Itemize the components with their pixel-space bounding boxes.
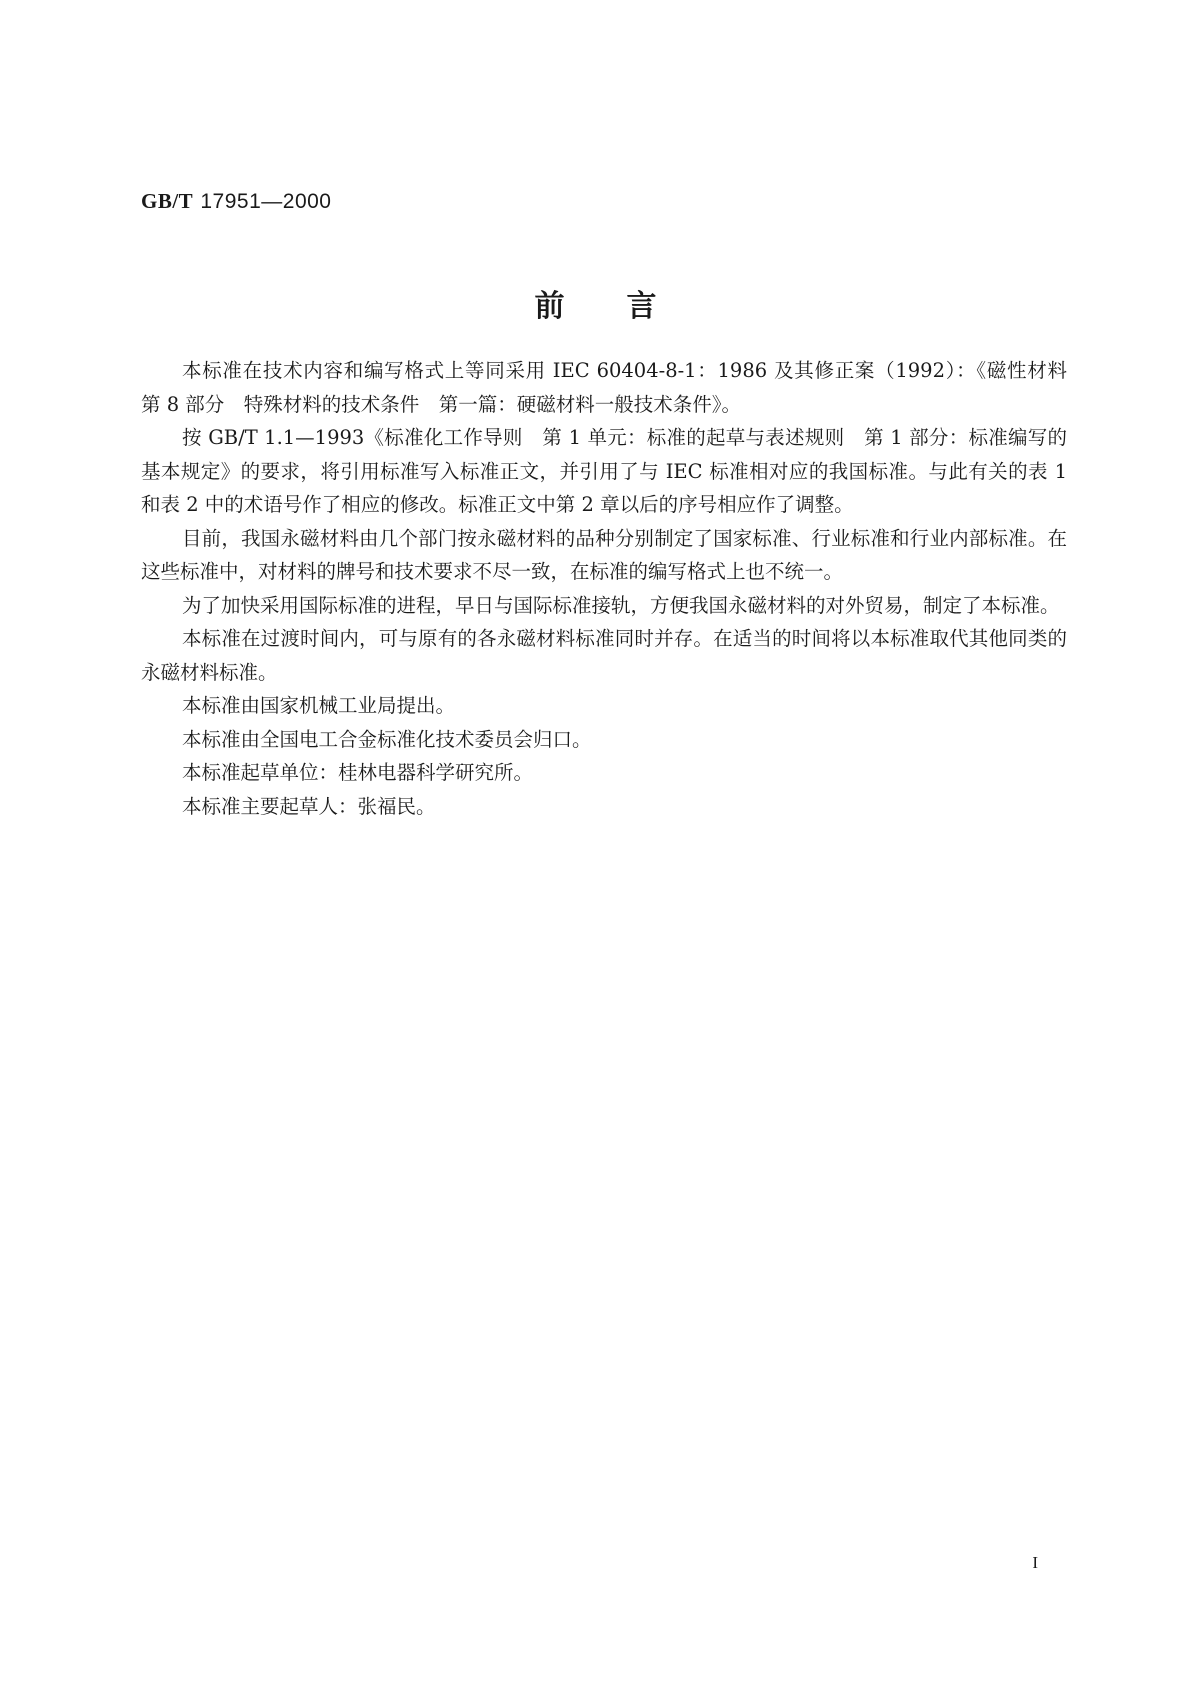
foreword-body bbox=[141, 354, 1087, 823]
page-title: 前言 bbox=[534, 289, 719, 324]
standard-code bbox=[141, 189, 332, 214]
page-number: I bbox=[1032, 1553, 1038, 1572]
paragraph-8: 本标准起草单位：桂林电器科学研究所。 bbox=[182, 761, 534, 784]
paragraph-9: 本标准主要起草人：张福民。 bbox=[182, 794, 436, 818]
paragraph-6: 本标准由国家机械工业局提出。 bbox=[182, 694, 456, 717]
paragraph-2: 按 GB/T 1.1—1993《标准化工作导则 第 1 单元：标准的起草与表述规则 第 1 部分：标准编写的基本规定》的要求，将引用标准写入标准正文，并引用了与 IEC 标准相对应的我国标准。与此有关的表 1 和表 2 中的术语号作了相应的修改。标准正文中第 2 章以后的序号相应作了调整。 bbox=[141, 426, 1067, 516]
paragraph-7: 本标准由全国电工合金标准化技术委员会归口。 bbox=[182, 727, 592, 751]
paragraph-4: 为了加快采用国际标准的进程，早日与国际标准接轨，方便我国永磁材料的对外贸易，制定了本标准。 bbox=[182, 593, 1060, 617]
standard-number: 17951—2000 bbox=[200, 190, 332, 213]
paragraph-1: 本标准在技术内容和编写格式上等同采用 IEC 60404-8-1：1986 及其修正案（1992）：《磁性材料 第 8 部分 特殊材料的技术条件 第一篇：硬磁材料一般技术条件》。 bbox=[141, 359, 1087, 416]
standard-prefix: GB/T bbox=[141, 189, 194, 213]
paragraph-3: 目前，我国永磁材料由几个部门按永磁材料的品种分别制定了国家标准、行业标准和行业内部标准。在这些标准中，对材料的牌号和技术要求不尽一致，在标准的编写格式上也不统一。 bbox=[141, 526, 1067, 583]
paragraph-5: 本标准在过渡时间内，可与原有的各永磁材料标准同时并存。在适当的时间将以本标准取代其他同类的永磁材料标准。 bbox=[141, 627, 1067, 684]
